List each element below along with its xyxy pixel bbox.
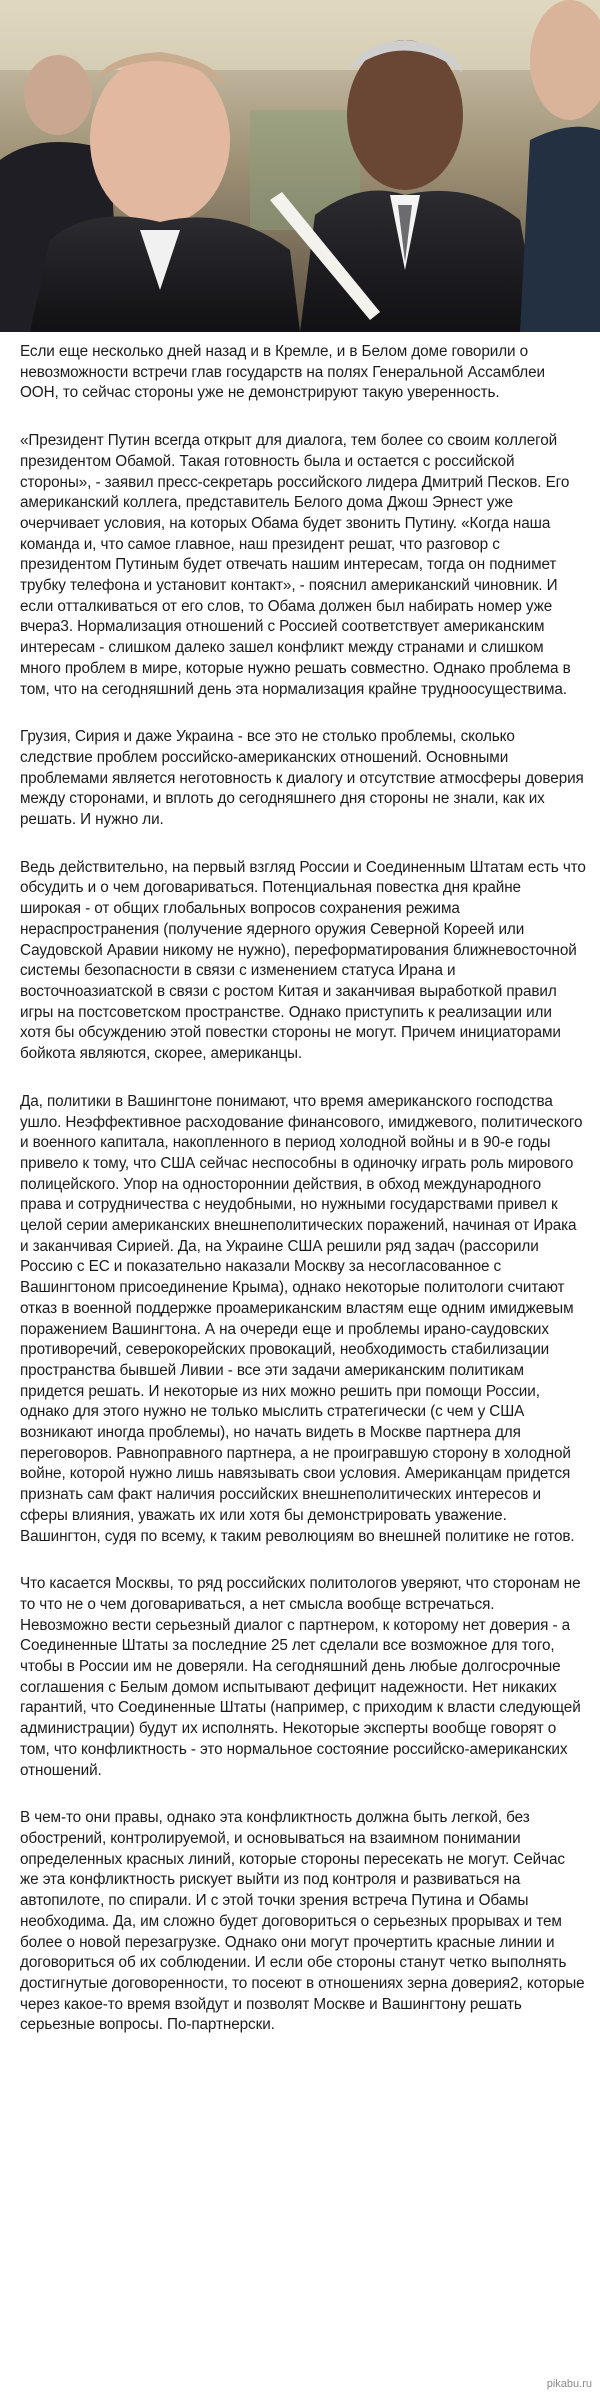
- site-watermark: pikabu.ru: [546, 2378, 592, 2390]
- article-paragraph-7: В чем-то они правы, однако эта конфликтность должна быть легкой, без обострений, контролируемой, и основываться на взаимном понимании определенных красных линий, которые стороны пересекать не могут. Сейчас же эта конфликтность рискует выйти из под контроля и развиваться на автопилоте, по спирали. И с этой точки зрения встреча Путина и Обамы необходима. Да, им сложно будет договориться о серьезных прорывах и тем более о новой перезагрузке. Однако они могут прочертить красные линии и договориться об их соблюдении. И если обе стороны станут четко выполнять достигнутые договоренности, то посеют в отношениях зерна доверия2, которые через какое-то время взойдут и позволят Москве и Вашингтону решать серьезные вопросы. По-партнерски.: [20, 1809, 585, 2034]
- article-paragraph-4: Ведь действительно, на первый взгляд России и Соединенным Штатам есть что обсудить и о чем договариваться. Потенциальная повестка дня крайне широкая - от общих глобальных вопросов сохранения режима нераспространения (получение ядерного оружия Северной Кореей или Саудовской Аравии никому не нужно), переформатирования ближневосточной системы безопасности в связи с изменением статуса Ирана и восточноазиатской в связи с ростом Китая и заканчивая выработкой правил игры на постсоветском пространстве. Однако приступить к реализации или хотя бы обсуждению этой повестки стороны не могут. Причем инициаторами бойкота являются, скорее, американцы.: [20, 858, 586, 1063]
- article-paragraph-1: Если еще несколько дней назад и в Кремле, и в Белом доме говорили о невозможности встречи глав государств на полях Генеральной Ассамблеи ООН, то сейчас стороны уже не демонстрируют такую уверенность.: [20, 343, 545, 402]
- article-body: [20, 342, 586, 2063]
- photo-illustration: [0, 0, 600, 332]
- article-paragraph-2: «Президент Путин всегда открыт для диалога, тем более со своим коллегой президентом Обамой. Такая готовность была и остается с российской стороны», - заявил пресс-секретарь российского лидера Дмитрий Песков. Его американский коллега, представитель Белого дома Джош Эрнест уже очерчивает условия, на которых Обама будет звонить Путину. «Когда наша команда и, что самое главное, наш президент решат, что разговор с президентом Путиным будет отвечать нашим интересам, тогда он поднимет трубку телефона и установит контакт», - пояснил американский чиновник. И если отталкиваться от его слов, то Обама должен был набирать номер уже вчера3. Нормализация отношений с Россией соответствует американским интересам - слишком далеко зашел конфликт между странами и слишком много проблем в мире, которые нужно решать совместно. Однако проблема в том, что на сегодняшний день эта нормализация крайне трудноосуществима.: [20, 432, 571, 698]
- article-paragraph-3: Грузия, Сирия и даже Украина - все это не столько проблемы, сколько следствие проблем российско-американских отношений. Основными проблемами является неготовность к диалогу и отсутствие атмосферы доверия между сторонами, и вплоть до сегодняшнего дня стороны не знали, как их решать. И нужно ли.: [20, 728, 584, 829]
- article-paragraph-6: Что касается Москвы, то ряд российских политологов уверяют, что сторонам не то что не о чем договариваться, а нет смысла вообще встречаться. Невозможно вести серьезный диалог с партнером, к которому нет доверия - а Соединенные Штаты за последние 25 лет сделали все возможное для того, чтобы в России им не доверяли. На сегодняшний день любые долгосрочные соглашения с Белым домом испытывают дефицит надежности. Нет никаких гарантий, что Соединенные Штаты (например, с приходим к власти следующей администрации) будут их исполнять. Некоторые эксперты вообще говорят о том, что конфликтность - это нормальное состояние российско-американских отношений.: [20, 1575, 581, 1779]
- article-photo: [0, 0, 600, 332]
- article-paragraph-5: Да, политики в Вашингтоне понимают, что время американского господства ушло. Неэффективное расходование финансового, имиджевого, политического и военного капитала, накопленного в период холодной войны и в 90-е годы привело к тому, что США сейчас неспособны в одиночку играть роль мирового полицейского. Упор на одностороннии действия, в обход международного права и сотрудничества с неудобными, но нужными государствами привел к целой серии американских внешнеполитических поражений, начиная от Ирака и заканчивая Сирией. Да, на Украине США решили ряд задач (рассорили Россию с ЕС и показательно наказали Москву за несогласованное с Вашингтоном присоединение Крыма), однако некоторые политологи считают отказ в военной поддержке проамериканским властям еще одним имиджевым поражением Вашингтона. А на очереди еще и проблемы ирано-саудовских противоречий, северокорейских провокаций, необходимость стабилизации пространства бывшей Ливии - все эти задачи американским политикам придется решать. И некоторые из них можно решить при помощи России, однако для этого нужно не только мыслить стратегически (с чем у США возникают иногда проблемы), но начать видеть в Москве партнера для переговоров. Равноправного партнера, а не проигравшую сторону в холодной войне, которой нужно лишь навязывать свои условия. Американцам придется признать сам факт наличия российских внешнеполитических интересов и сферы влияния, уважать их или хотя бы демонстрировать уважение. Вашингтон, судя по всему, к таким революциям во внешней политике не готов.: [20, 1092, 583, 1545]
